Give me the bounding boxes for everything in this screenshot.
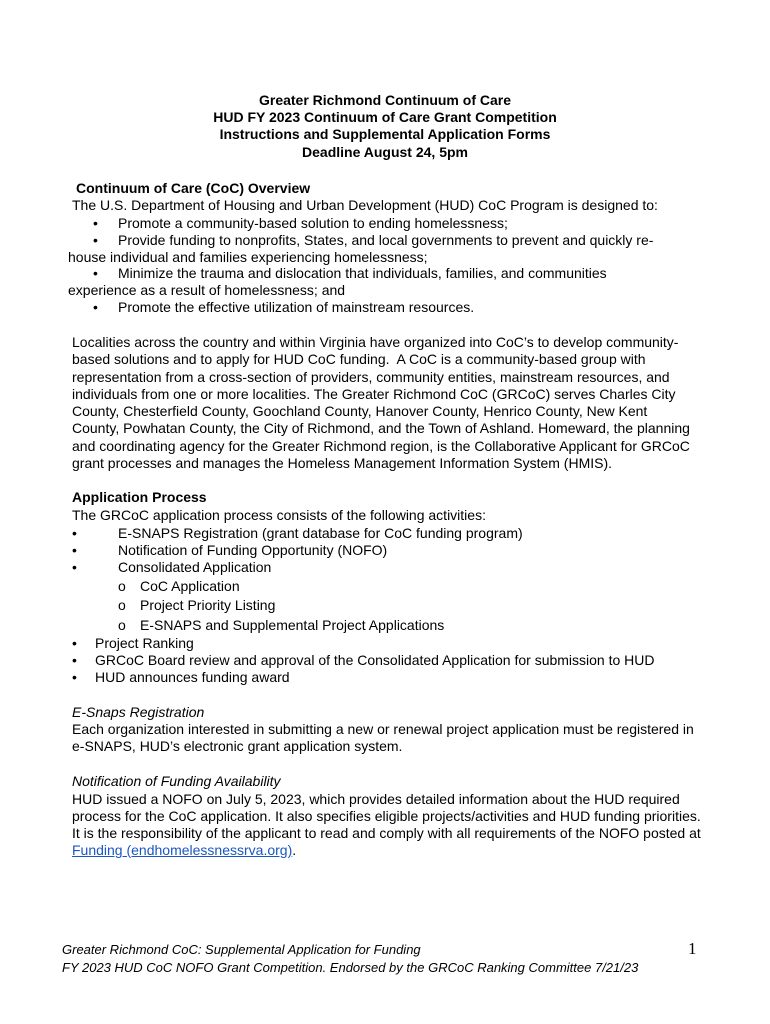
process-step: Consolidated Application — [118, 559, 272, 575]
overview-heading: Continuum of Care (CoC) Overview — [76, 180, 311, 196]
nofo-heading: Notification of Funding Availability — [72, 773, 281, 789]
process-substep: CoC Application — [140, 578, 240, 594]
bullet-symbol: • — [72, 669, 77, 685]
footer-line-2: FY 2023 HUD CoC NOFO Grant Competition. Endorsed by the GRCoC Ranking Committee 7/21/23 — [62, 960, 639, 975]
link-suffix: . — [292, 842, 297, 858]
overview-bullet-continuation: experience as a result of homelessness; and — [68, 282, 346, 298]
overview-bullet-continuation: house individual and families experiencing homelessness; — [68, 249, 428, 265]
overview-bullet: Promote a community-based solution to ending homelessness; — [118, 215, 508, 231]
sub-bullet-symbol: o — [118, 597, 126, 613]
bullet-symbol: • — [72, 542, 77, 558]
nofo-paragraph-line: process for the CoC application. It also specifies eligible projects/activities and HUD funding priorities. — [72, 808, 701, 824]
process-step: HUD announces funding award — [95, 669, 290, 685]
overview-bullet: Promote the effective utilization of mainstream resources. — [118, 299, 475, 315]
application-process-heading: Application Process — [72, 489, 207, 505]
title-deadline: Deadline August 24, 5pm — [302, 144, 468, 160]
bullet-symbol: • — [72, 525, 77, 541]
bullet-symbol: • — [93, 215, 98, 231]
overview-intro: The U.S. Department of Housing and Urban Development (HUD) CoC Program is designed to: — [72, 197, 658, 213]
process-step: Project Ranking — [95, 635, 194, 651]
application-process-intro: The GRCoC application process consists of the following activities: — [72, 507, 486, 523]
nofo-paragraph-line: HUD issued a NOFO on July 5, 2023, which provides detailed information about the HUD required — [72, 791, 680, 807]
esnaps-paragraph-line: e-SNAPS, HUD’s electronic grant application system. — [72, 738, 403, 754]
process-step: GRCoC Board review and approval of the Consolidated Application for submission to HUD — [95, 652, 655, 668]
process-step: Notification of Funding Opportunity (NOFO) — [118, 542, 388, 558]
overview-paragraph-line: and coordinating agency for the Greater Richmond region, is the Collaborative Applicant for GRCoC — [72, 438, 690, 454]
overview-paragraph-line: representation from a cross-section of providers, community entities, mainstream resources, and — [72, 369, 670, 385]
nofo-link-line — [72, 842, 296, 859]
process-step: E-SNAPS Registration (grant database for CoC funding program) — [118, 525, 523, 541]
sub-bullet-symbol: o — [118, 578, 126, 594]
process-substep: Project Priority Listing — [140, 597, 276, 613]
page-number: 1 — [688, 939, 697, 958]
nofo-paragraph-line: It is the responsibility of the applicant to read and comply with all requirements of the NOFO posted at — [72, 825, 701, 841]
overview-paragraph-line: based solutions and to apply for HUD CoC funding. A CoC is a community-based group with — [72, 351, 646, 367]
bullet-symbol: • — [72, 559, 77, 575]
footer-line-1: Greater Richmond CoC: Supplemental Application for Funding — [62, 942, 421, 957]
overview-bullet: Provide funding to nonprofits, States, and local governments to prevent and quickly re- — [118, 232, 654, 248]
overview-paragraph-line: County, Powhatan County, the City of Richmond, and the Town of Ashland. Homeward, the planning — [72, 420, 690, 436]
process-substep: E-SNAPS and Supplemental Project Applications — [140, 617, 445, 633]
funding-link[interactable]: Funding (endhomelessnessrva.org) — [72, 842, 293, 858]
overview-paragraph-line: Localities across the country and within Virginia have organized into CoC’s to develop community- — [72, 334, 679, 350]
bullet-symbol: • — [93, 299, 98, 315]
bullet-symbol: • — [72, 652, 77, 668]
esnaps-heading: E-Snaps Registration — [72, 704, 205, 720]
bullet-symbol: • — [93, 232, 98, 248]
overview-paragraph-line: County, Chesterfield County, Goochland County, Hanover County, Henrico County, New Kent — [72, 403, 648, 419]
title-line-3: Instructions and Supplemental Application Forms — [219, 126, 551, 142]
title-line-1: Greater Richmond Continuum of Care — [258, 92, 512, 108]
bullet-symbol: • — [72, 635, 77, 651]
overview-bullet: Minimize the trauma and dislocation that individuals, families, and communities — [118, 265, 607, 281]
overview-paragraph-line: grant processes and manages the Homeless Management Information System (HMIS). — [72, 455, 613, 471]
esnaps-paragraph-line: Each organization interested in submitting a new or renewal project application must be registered in — [72, 721, 694, 737]
sub-bullet-symbol: o — [118, 617, 126, 633]
title-line-2: HUD FY 2023 Continuum of Care Grant Competition — [213, 109, 557, 125]
overview-paragraph-line: individuals from one or more localities. The Greater Richmond CoC (GRCoC) serves Charles City — [72, 386, 676, 402]
bullet-symbol: • — [93, 265, 98, 281]
